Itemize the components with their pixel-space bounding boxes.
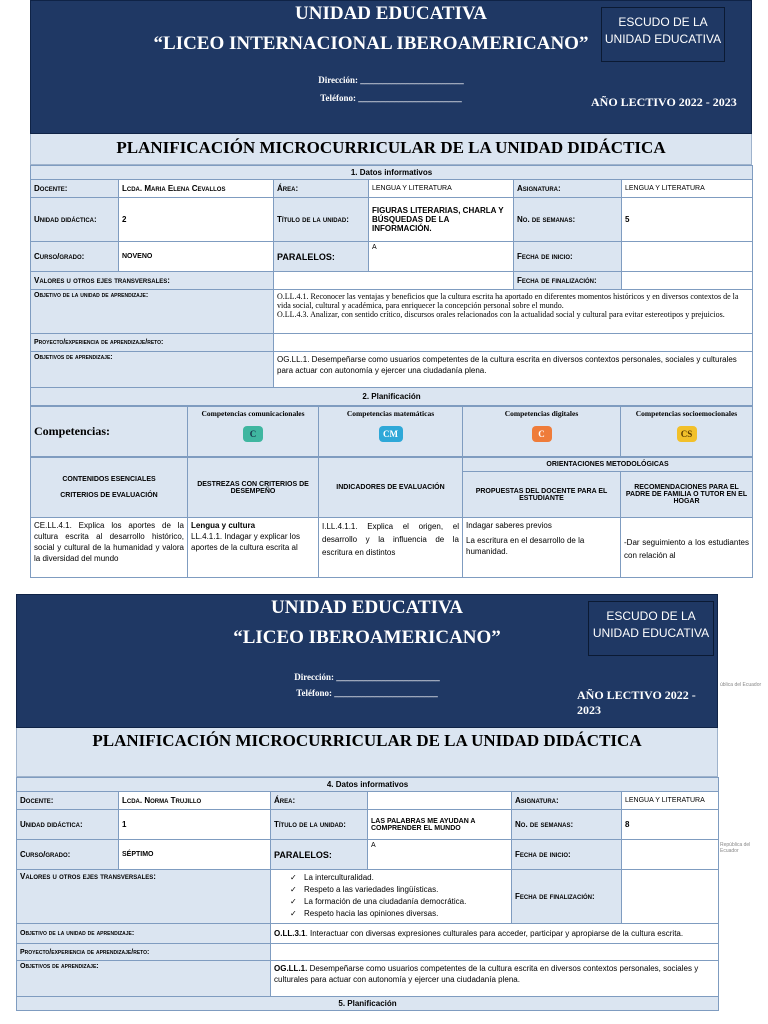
comp-matematicas-label: Competencias matemáticas [346,409,435,418]
recomendaciones-header: RECOMENDACIONES PARA EL PADRE DE FAMILIA O TUTOR EN EL HOGAR [621,472,753,518]
area-label-2: Área: [271,792,368,810]
proyecto-label-2: Proyecto/experiencia de aprendizaje/reto: [17,944,271,961]
propuestas-header: PROPUESTAS DEL DOCENTE PARA EL ESTUDIANTE [463,472,621,518]
recomendacion-cell: -Dar seguimiento a los estudiantes con relación al [621,518,753,578]
area-value: LENGUA Y LITERATURA [369,180,514,198]
asignatura-value-2: LENGUA Y LITERATURA [622,792,719,810]
school-shield-placeholder: ESCUDO DE LA UNIDAD EDUCATIVA [601,7,725,62]
area-label: Área: [274,180,369,198]
unidad-label: Unidad didáctica: [31,198,119,242]
comp-digitales-label: Competencias digitales [504,409,579,418]
fecha-inicio-label: Fecha de inicio: [514,242,622,272]
curso-value-2: SÉPTIMO [119,840,271,870]
comp-socioemocionales-label: Competencias socioemocionales [635,409,738,418]
planning-table [30,457,753,578]
valores-item-text: Respeto hacia las opiniones diversas. [304,909,439,918]
valores-item-text: Respeto a las variedades lingüísticas. [304,885,439,894]
objetivo-unidad-label-2: Objetivo de la unidad de aprendizaje: [17,924,271,944]
digital-icon: C [532,426,552,442]
propuesta-cell [463,518,621,578]
destreza-cell [188,518,319,578]
fecha-final-value[interactable] [622,272,753,290]
math-icon: CM [379,426,403,442]
asignatura-label: Asignatura: [514,180,622,198]
school-name-line1: UNIDAD EDUCATIVA [295,3,487,24]
unidad-label-2: Unidad didáctica: [17,810,119,840]
comp-comunicacionales-label: Competencias comunicacionales [201,409,305,418]
paralelos-label-2: PARALELOS: [271,840,368,870]
address-line: Dirección: _______________________ [318,75,464,85]
destreza-title: Lengua y cultura [191,521,256,530]
fecha-inicio-value-2[interactable] [622,840,719,870]
objetivos-code: OG.LL.1. [274,964,308,973]
objetivos-aprendizaje-label: Objetivos de aprendizaje: [31,352,274,388]
contenidos-header [31,458,188,518]
comp-comunicacionales [188,407,319,457]
planning-document-2 [0,594,768,1024]
phone-line-2: Teléfono: _______________________ [296,688,438,698]
valores-label: Valores u otros ejes transversales: [31,272,274,290]
info-table-2 [16,777,719,1011]
valores-value-2 [271,870,512,924]
socioemotional-icon: CS [677,426,697,442]
unidad-value-2: 1 [119,810,271,840]
semanas-value-2: 8 [622,810,719,840]
titulo-label: Título de la unidad: [274,198,369,242]
communication-icon: C [243,426,263,442]
asignatura-value: LENGUA Y LITERATURA [622,180,753,198]
valores-item [290,872,508,884]
competencias-table [30,406,753,457]
unidad-value: 2 [119,198,274,242]
checkmark-icon: ✓ [290,885,297,894]
docente-value: Lcda. Maria Elena Cevallos [119,180,274,198]
objetivos-aprendizaje-value: OG.LL.1. Desempeñarse como usuarios competentes de la cultura escrita en diversos contextos personales, sociales y culturales para actuar con autonomía y ejercer una ciudadanía plena. [274,352,753,388]
comp-matematicas [319,407,463,457]
page-title-2: PLANIFICACIÓN MICROCURRICULAR DE LA UNIDAD DIDÁCTICA [16,728,718,777]
info-table [30,165,753,406]
objetivo-text: . Interactuar con diversas expresiones culturales para acceder, participar y apropiarse de la cultura escrita. [305,929,684,938]
valores-item [290,896,508,908]
paralelos-value: A [369,242,514,272]
fecha-final-value-2[interactable] [622,870,719,924]
fecha-inicio-value[interactable] [622,242,753,272]
objetivo-line-2: O.LL.4.3. Analizar, con sentido crítico, discursos orales relacionados con la actualidad social y cultural para evitar estereotipos y prejuicios. [277,310,725,319]
titulo-value: FIGURAS LITERARIAS, CHARLA Y BÚSQUEDAS DE LA INFORMACIÓN. [369,198,514,242]
school-name-line2: “LICEO INTERNACIONAL IBEROAMERICANO” [153,33,589,54]
section-title-2: 4. Datos informativos [17,778,719,792]
objetivos-aprendizaje-label-2: Objetivos de aprendizaje: [17,961,271,997]
docente-value-2: Lcda. Norma Trujillo [119,792,271,810]
fecha-final-label: Fecha de finalización: [514,272,622,290]
section-title-planificacion-2: 5. Planificación [17,997,719,1011]
school-year: AÑO LECTIVO 2022 - 2023 [591,95,737,109]
objetivos-aprendizaje-value-2 [271,961,719,997]
destrezas-header: DESTREZAS CON CRITERIOS DE DESEMPEÑO [188,458,319,518]
section-title-planificacion: 2. Planificación [31,388,753,406]
orientaciones-header: ORIENTACIONES METODOLÓGICAS [463,458,753,472]
address-line-2: Dirección: _______________________ [294,672,440,682]
area-value-2[interactable] [368,792,512,810]
asignatura-label-2: Asignatura: [512,792,622,810]
valores-label-2: Valores u otros ejes transversales: [17,870,271,924]
school-header-2 [16,594,718,728]
objetivo-unidad-value [274,290,753,334]
curso-value: NOVENO [119,242,274,272]
paralelos-value-2: A [368,840,512,870]
curso-label: Curso/grado: [31,242,119,272]
school-shield-placeholder-2: ESCUDO DE LA UNIDAD EDUCATIVA [588,601,714,656]
checkmark-icon: ✓ [290,873,297,882]
section-title: 1. Datos informativos [31,166,753,180]
competencias-label: Competencias: [31,407,188,457]
titulo-label-2: Título de la unidad: [271,810,368,840]
docente-label: Docente: [31,180,119,198]
docente-label-2: Docente: [17,792,119,810]
propuesta-line-1: Indagar saberes previos [466,521,552,530]
valores-item [290,884,508,896]
checkmark-icon: ✓ [290,897,297,906]
curso-label-2: Curso/grado: [17,840,119,870]
valores-item-text: La interculturalidad. [304,873,374,882]
objetivo-unidad-value-2 [271,924,719,944]
fecha-inicio-label-2: Fecha de inicio: [512,840,622,870]
semanas-value: 5 [622,198,753,242]
valores-item [290,908,508,920]
titulo-value-2: LAS PALABRAS ME AYUDAN A COMPRENDER EL MUNDO [368,810,512,840]
valores-value[interactable] [274,272,514,290]
page-title: PLANIFICACIÓN MICROCURRICULAR DE LA UNIDAD DIDÁCTICA [30,134,752,165]
proyecto-value[interactable] [274,334,753,352]
fecha-final-label-2: Fecha de finalización: [512,870,622,924]
side-watermark-text-2: República del Ecuador [720,842,751,854]
school-name-line2-2: “LICEO IBEROAMERICANO” [233,627,501,648]
checkmark-icon: ✓ [290,909,297,918]
objetivo-unidad-label: Objetivo de la unidad de aprendizaje: [31,290,274,334]
semanas-label-2: No. de semanas: [512,810,622,840]
semanas-label: No. de semanas: [514,198,622,242]
school-year-2: AÑO LECTIVO 2022 - 2023 [577,688,696,717]
phone-line: Teléfono: _______________________ [320,93,462,103]
criterios-label: CRITERIOS DE EVALUACIÓN [60,491,158,499]
comp-digitales [463,407,621,457]
criterio-cell: CE.LL.4.1. Explica los aportes de la cultura escrita al desarrollo histórico, social y cultural de la humanidad y valora la diversidad del mundo [31,518,188,578]
objetivos-text: Desempeñarse como usuarios competentes de la cultura escrita en diversos contextos personales, sociales y culturales para actuar con autonomía y ejercer una ciudadanía plena. [274,964,699,984]
school-header [30,0,752,134]
indicadores-header: INDICADORES DE EVALUACIÓN [319,458,463,518]
comp-socioemocionales [621,407,753,457]
objetivo-code: O.LL.3.1 [274,929,306,938]
proyecto-value-2[interactable] [271,944,719,961]
valores-item-text: La formación de una ciudadanía democrática. [304,897,467,906]
proyecto-label: Proyecto/experiencia de aprendizaje/reto: [31,334,274,352]
destreza-text: LL.4.1.1. Indagar y explicar los aportes de la cultura escrita al [191,532,300,552]
contenidos-label: CONTENIDOS ESENCIALES [62,475,156,483]
indicador-cell: I.LL.4.1.1. Explica el origen, el desarrollo y la influencia de la escritura en distintos [319,518,463,578]
propuesta-line-2: La escritura en el desarrollo de la humanidad. [466,536,585,556]
valores-list [274,872,508,920]
objetivo-line-1: O.LL.4.1. Reconocer las ventajas y beneficios que la cultura escrita ha aportado en diferentes momentos históricos y en diversos contextos de la vida social, cultural y académica, para enriquecer la concepción personal sobre el mundo. [277,292,739,310]
paralelos-label: PARALELOS: [274,242,369,272]
side-watermark-text: ública del Ecuador [720,682,762,688]
school-name-line1-2: UNIDAD EDUCATIVA [271,597,463,618]
